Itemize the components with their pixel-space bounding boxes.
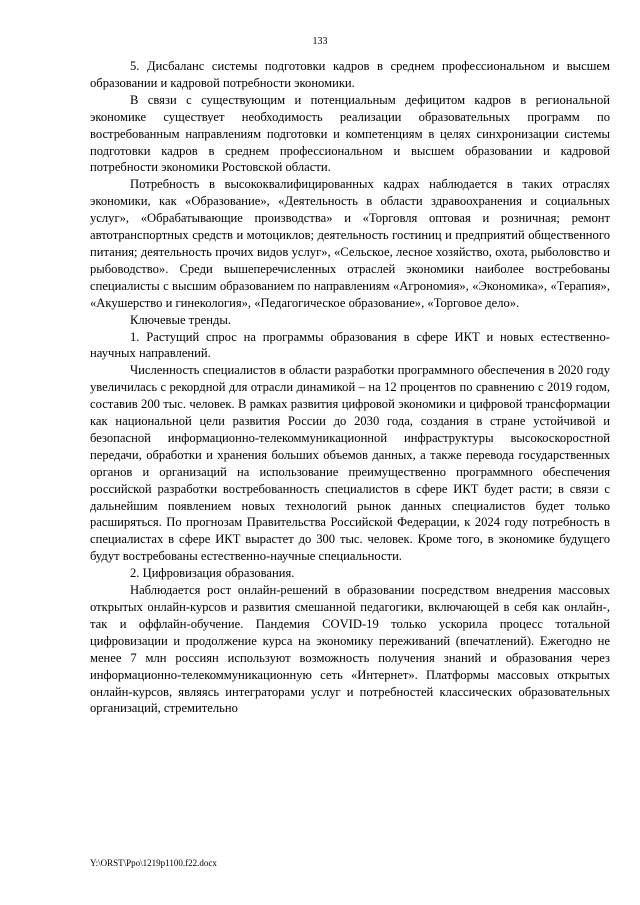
page-number: 133	[312, 36, 328, 47]
paragraph-staff-deficit: В связи с существующим и потенциальным дефицитом кадров в региональной экономике существует необходимость реализации образовательных программ по востребованным направлениям подготовки и компетенциям в целях синхронизации системы подготовки кадров в среднем профессиональном и высшем образовании и кадровой потребности экономики Ростовской области.	[90, 92, 610, 175]
paragraph-trend-2-heading: 2. Цифровизация образования.	[130, 566, 295, 581]
paragraph-trend-1-heading: 1. Растущий спрос на программы образования в сфере ИКТ и новых естественно-научных направлений.	[90, 329, 610, 361]
paragraph-ict-specialists: Численность специалистов в области разработки программного обеспечения в 2020 году увеличилась с рекордной для отрасли динамикой – на 12 процентов по сравнению с 2019 годом, составив 200 тыс. человек. В рамках развития цифровой экономики и цифровой трансформации как национальной цели развития России до 2030 года, создания в стране устойчивой и безопасной информационно-телекоммуникационной инфраструктуры высокоскоростной передачи, обработки и хранения больших объемов данных, а также перевода государственных органов и организаций на использование преимущественно программного обеспечения российской разработки востребованность специалистов в сфере ИКТ будет расти; в связи с дальнейшим появлением новых технологий рынок данных специалистов будет только расширяться. По прогнозам Правительства Российской Федерации, к 2024 году потребность в специалистах в сфере ИКТ вырастет до 300 тыс. человек. Кроме того, в экономике будущего будут востребованы естественно-научные специальности.	[90, 363, 610, 564]
paragraph-key-trends: Ключевые тренды.	[130, 312, 231, 327]
document-body	[90, 58, 610, 717]
paragraph-online-education: Наблюдается рост онлайн-решений в образовании посредством внедрения массовых открытых онлайн-курсов и развития смешанной педагогики, включающей в себя как онлайн-, так и оффлайн-обучение. Пандемия COVID-19 только ускорила процесс тотальной цифровизации и продолжение курса на экономику переживаний (впечатлений). Ежегодно не менее 7 млн россиян используют возможность получения знаний и образования через информационно-телекоммуникационную сеть «Интернет». Платформы массовых открытых онлайн-курсов, являясь интеграторами услуг и потребностей классических образовательных организаций, стремительно	[90, 583, 610, 716]
paragraph-qualified-demand: Потребность в высококвалифицированных кадрах наблюдается в таких отраслях экономики, как «Образование», «Деятельность в области здравоохранения и социальных услуг», «Обрабатывающие производства» и «Торговля оптовая и розничная; ремонт автотранспортных средств и мотоциклов; деятельность гостиниц и предприятий общественного питания; деятельность прочих видов услуг», «Сельское, лесное хозяйство, охота, рыболовство и рыбоводство». Среди вышеперечисленных отраслей экономики наиболее востребованы специалисты с высшим образованием по направлениям «Агрономия», «Экономика», «Терапия», «Акушерство и гинекология», «Педагогическое образование», «Торговое дело».	[90, 177, 610, 310]
footer-file-path: Y:\ORST\Ppo\1219p1100.f22.docx	[90, 858, 217, 868]
paragraph-imbalance-heading: 5. Дисбаланс системы подготовки кадров в среднем профессиональном и высшем образовании и кадровой потребности экономики.	[90, 59, 610, 90]
